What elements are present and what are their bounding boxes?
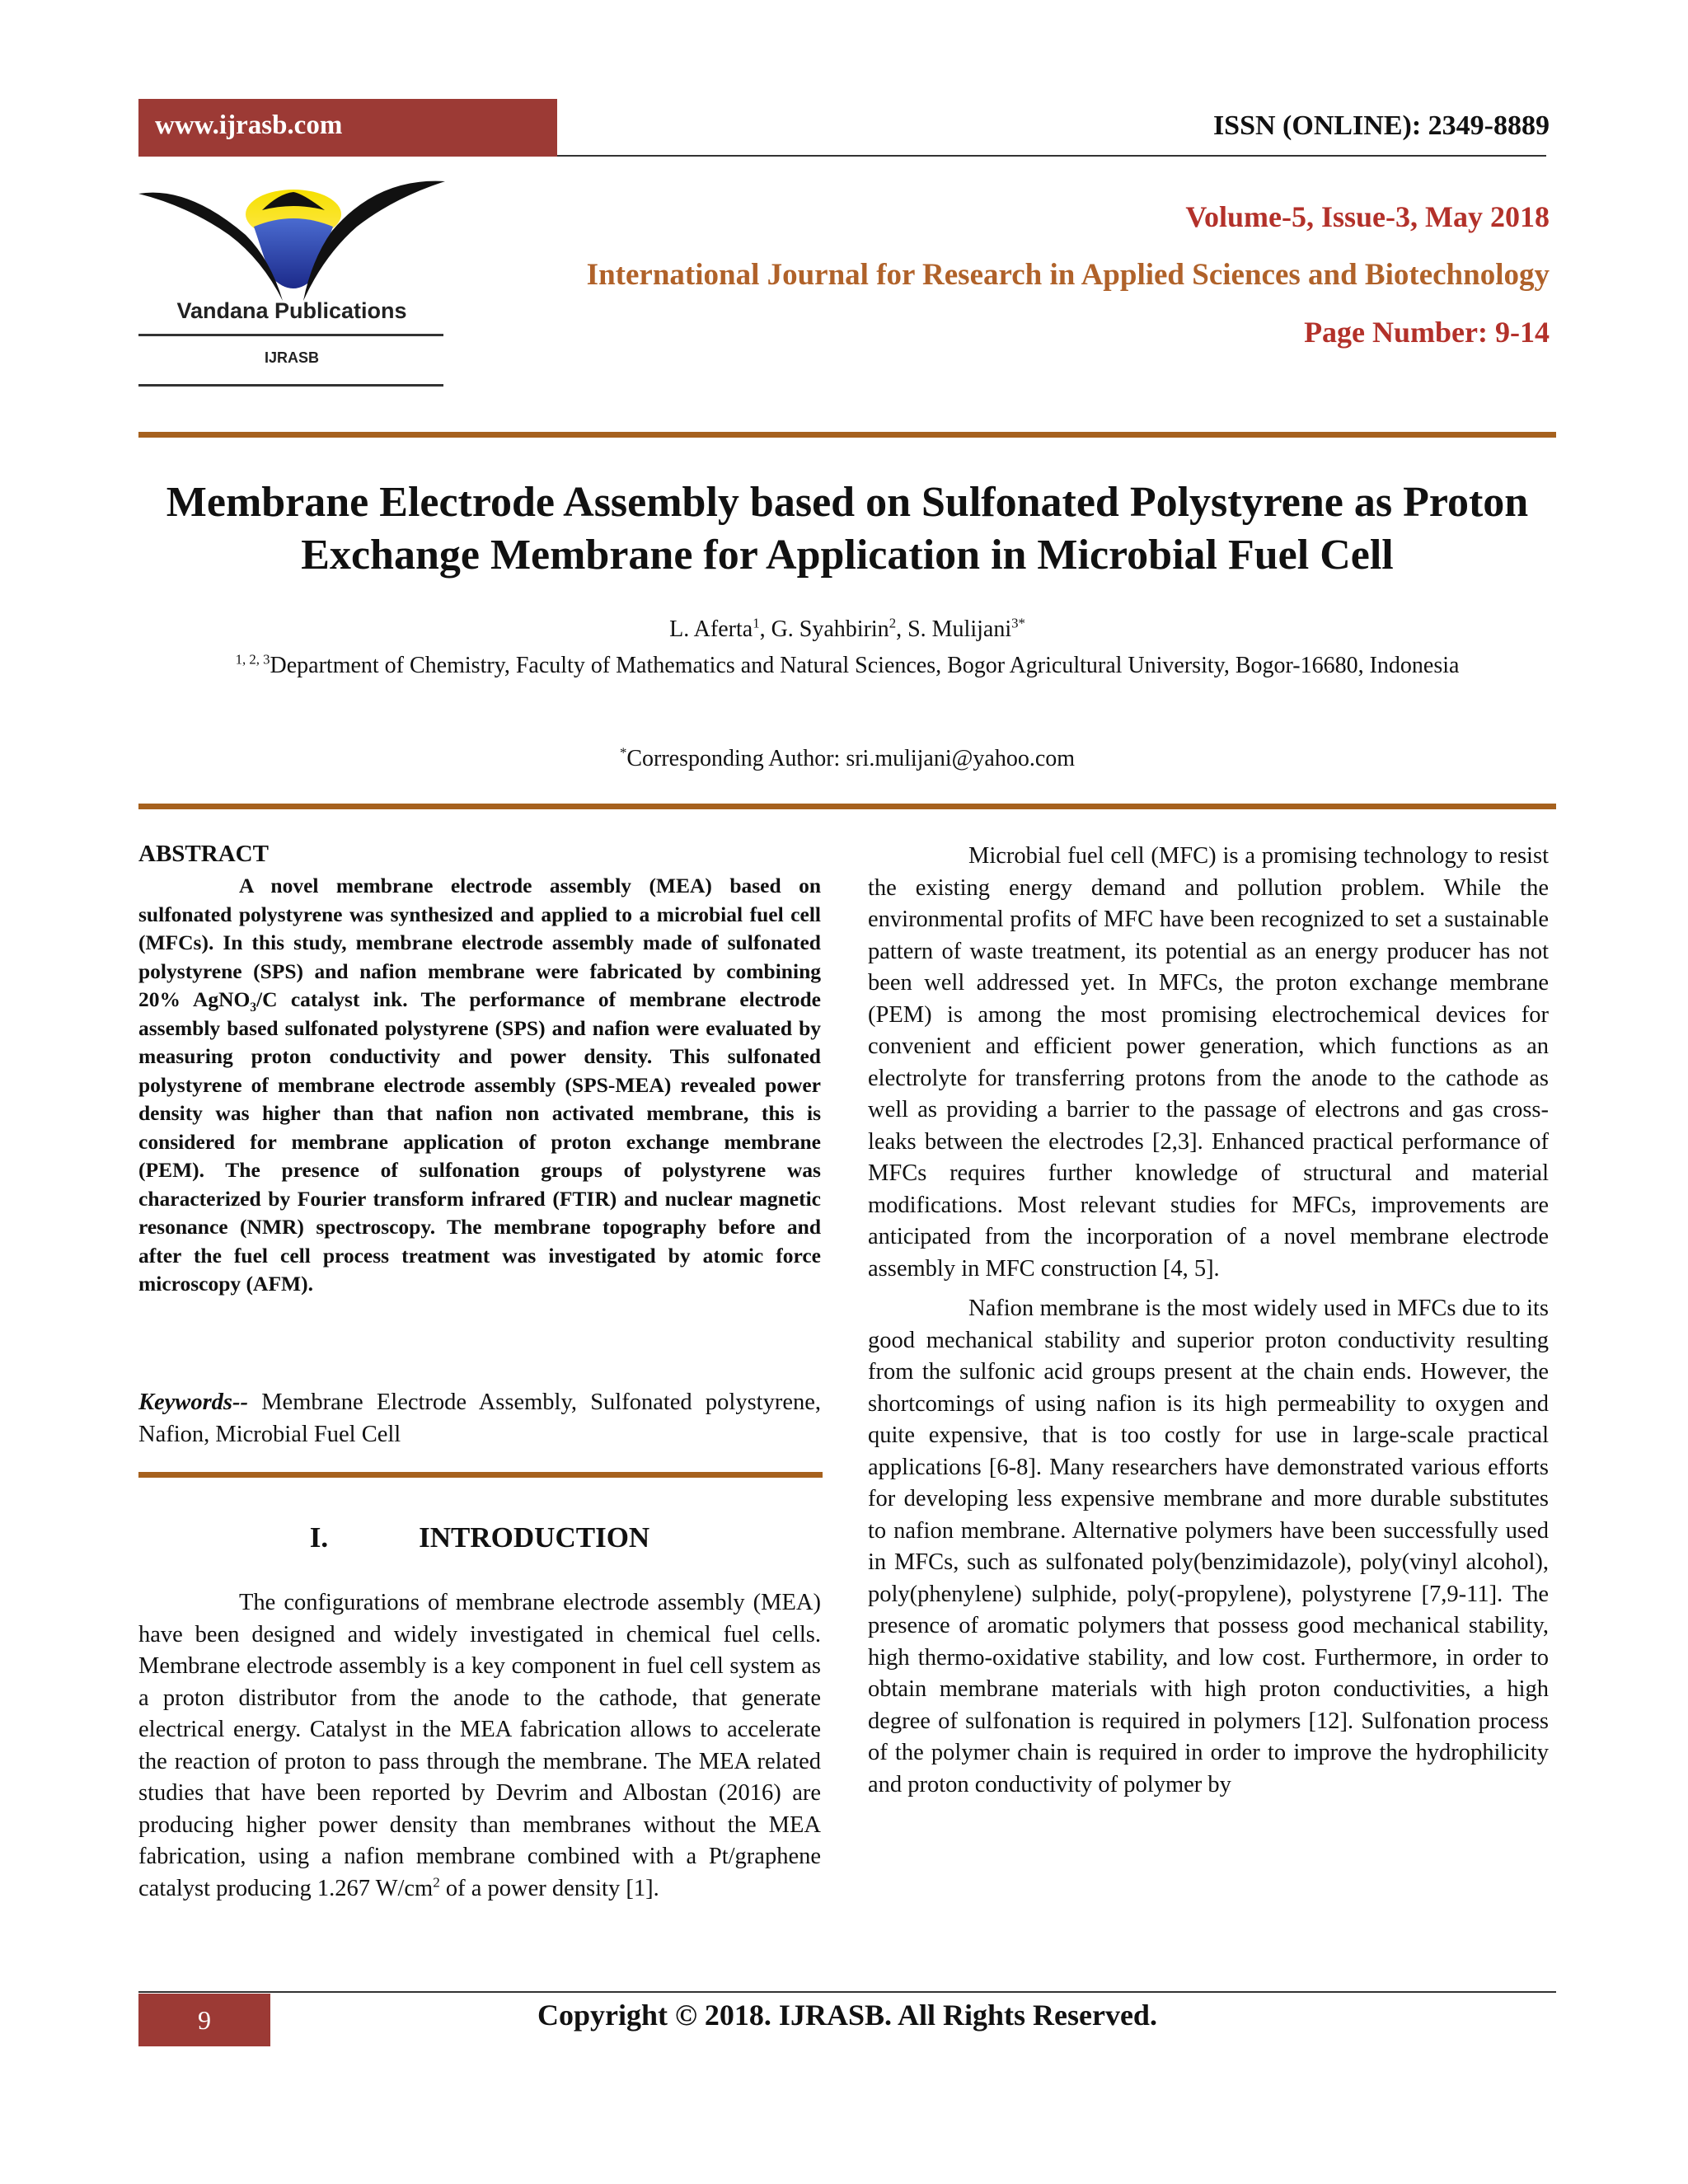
author-mark: 2 bbox=[889, 615, 897, 631]
website-link[interactable]: www.ijrasb.com bbox=[155, 110, 343, 140]
section-heading bbox=[138, 1521, 821, 1554]
author-mark: 3* bbox=[1011, 615, 1025, 631]
keywords-label: Keywords-- bbox=[138, 1390, 248, 1415]
abstract-heading: ABSTRACT bbox=[138, 841, 269, 867]
issn: ISSN (ONLINE): 2349-8889 bbox=[1212, 110, 1550, 141]
title-rule-bottom bbox=[138, 804, 1556, 809]
keywords bbox=[138, 1387, 821, 1451]
affiliation-text: Department of Chemistry, Faculty of Mathematics and Natural Sciences, Bogor Agricultural University, Bogor-16680, Indonesia bbox=[270, 653, 1460, 678]
corresponding-author bbox=[138, 746, 1556, 772]
intro-paragraph-3: Nafion membrane is the most widely used in MFCs due to its good mechanical stability and superior proton conductivity resulting from the sulfonic acid groups present at the chain ends. However, the shortcomings of using nafion is its high permeability to oxygen and quite expensive, that is too costly for use in large-scale practical applications [6-8]. Many researchers have demonstrated various efforts for developing less expensive membrane and more durable substitutes to nafion membrane. Alternative polymers have been successfully used in MFCs, such as sulfonated poly(benzimidazole), poly(vinyl alcohol), poly(phenylene) sulphide, poly(-propylene), polystyrene [7,9-11]. The presence of aromatic polymers that possess good mechanical stability, high thermo-oxidative stability, and low cost. Furthermore, in order to obtain membrane materials with high proton conductivities, a high degree of sulfonation is required in polymers [12]. Sulfonation process of the polymer chain is required in order to improve the hydrophilicity and proton conductivity of polymer by bbox=[868, 1296, 1549, 1797]
page-range: Page Number: 9-14 bbox=[1304, 316, 1550, 349]
journal-title: International Journal for Research in Applied Sciences and Biotechnology bbox=[586, 258, 1550, 292]
affiliation bbox=[138, 649, 1556, 682]
journal-abbr: IJRASB bbox=[264, 349, 319, 366]
abstract-text: /C catalyst ink. The performance of membrane electrode assembly based sulfonated polystyrene (SPS) and nafion were evaluated by measuring proton conductivity and power density. This sulfonated polystyrene of membrane electrode assembly (SPS-MEA) revealed power density was higher than that nafion non activated membrane, this is considered for membrane application of proton exchange membrane (PEM). The presence of sulfonation groups of polystyrene was characterized by Fourier transform infrared (FTIR) and nuclear magnetic resonance (NMR) spectroscopy. The membrane topography before and after the fuel cell process treatment was investigated by atomic force microscopy (AFM). bbox=[138, 987, 821, 1296]
intro-paragraph-2: Microbial fuel cell (MFC) is a promising technology to resist the existing energy demand and pollution problem. While the environmental profits of MFC have been recognized to set a sustainable pattern of waste treatment, its potential as an energy producer has not been well addressed yet. In MFCs, the proton exchange membrane (PEM) is among the most promising electrochemical devices for convenient and efficient power generation, which functions as an electrolyte for transferring protons from the anode to the cathode as well as providing a barrier to the passage of electrons and gas cross-leaks between the electrodes [2,3]. Enhanced practical performance of MFCs requires further knowledge of structural and material modifications. Most relevant studies for MFCs, improvements are anticipated from the incorporation of a novel membrane electrode assembly in MFC construction [4, 5]. bbox=[868, 843, 1549, 1282]
footer-divider bbox=[138, 1991, 1556, 1993]
website-bar bbox=[138, 99, 557, 157]
author-name: G. Syahbirin bbox=[771, 616, 889, 642]
title-rule-top bbox=[138, 432, 1556, 438]
page-number: 9 bbox=[138, 1994, 270, 2046]
logo-divider bbox=[138, 334, 443, 336]
volume-info: Volume-5, Issue-3, May 2018 bbox=[1185, 200, 1550, 233]
intro-text: The configurations of membrane electrode assembly (MEA) have been designed and widely investigated in chemical fuel cells. Membrane electrode assembly is a key component in fuel cell system as a proton distributor from the anode to the cathode, that generate electrical energy. Catalyst in the MEA fabrication allows to accelerate the reaction of proton to pass through the membrane. The MEA related studies that have been reported by Devrim and Albostan (2016) are producing higher power density than membranes without the MEA fabrication, using a nafion membrane combined with a Pt/graphene catalyst producing 1.267 W/cm bbox=[138, 1590, 821, 1901]
author-name: L. Aferta bbox=[669, 616, 753, 642]
section-title: INTRODUCTION bbox=[419, 1521, 650, 1554]
author-mark: 1 bbox=[753, 615, 760, 631]
intro-paragraph-1 bbox=[138, 1587, 821, 1905]
intro-superscript: 2 bbox=[433, 1874, 440, 1890]
corresponding-text: Corresponding Author: sri.mulijani@yahoo.com bbox=[626, 746, 1076, 771]
publisher-name: Vandana Publications bbox=[176, 298, 407, 323]
paper-title: Membrane Electrode Assembly based on Sulfonated Polystyrene as Proton Exchange Membrane for Application in Microbial Fuel Cell bbox=[166, 479, 1529, 579]
section-rule bbox=[138, 1472, 823, 1478]
right-column bbox=[868, 841, 1549, 1801]
abstract-subscript: 3 bbox=[250, 1001, 257, 1015]
section-number: I. bbox=[309, 1521, 329, 1554]
copyright: Copyright © 2018. IJRASB. All Rights Reserved. bbox=[537, 1999, 1157, 2032]
logo-divider bbox=[138, 384, 443, 387]
abstract-body bbox=[138, 872, 821, 1299]
abstract-text: A novel membrane electrode assembly (MEA) based on sulfonated polystyrene was synthesized and applied to a microbial fuel cell (MFCs). In this study, membrane electrode assembly made of sulfonated polystyrene (SPS) and nafion membrane were fabricated by combining 20% AgNO bbox=[138, 874, 821, 1011]
corresponding-mark: * bbox=[619, 744, 627, 761]
affiliation-marks: 1, 2, 3 bbox=[235, 651, 270, 668]
intro-text: of a power density [1]. bbox=[439, 1875, 659, 1901]
author-name: S. Mulijani bbox=[907, 616, 1012, 642]
author-list: L. Aferta$^1$, G. Syahbirin$^2$, S. Mulijani$^{3*}$ bbox=[669, 615, 1025, 642]
header-divider bbox=[557, 155, 1546, 157]
keywords-text: Membrane Electrode Assembly, Sulfonated polystyrene, Nafion, Microbial Fuel Cell bbox=[138, 1390, 821, 1447]
